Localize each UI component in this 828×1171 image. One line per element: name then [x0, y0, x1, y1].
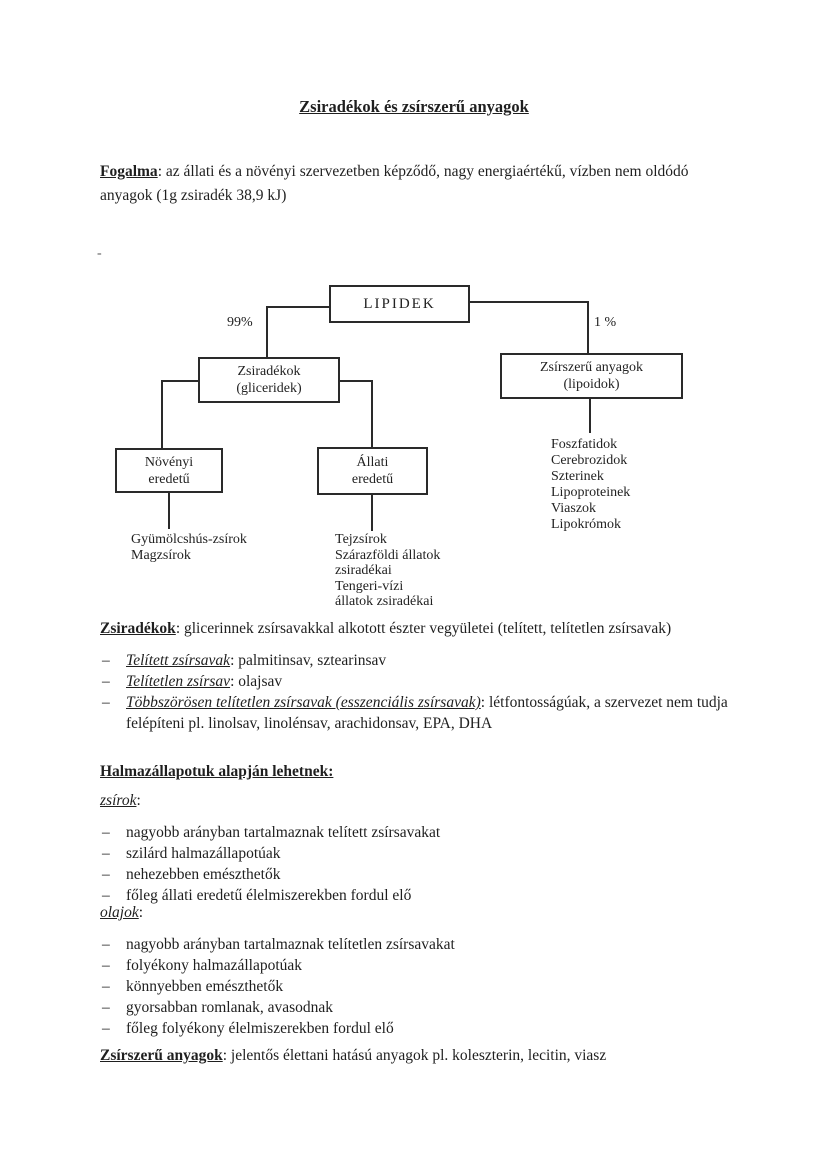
- list-item: zsiradékai: [335, 563, 392, 578]
- zsiradekok-line2: (gliceridek): [236, 381, 302, 396]
- list-item: [100, 885, 732, 906]
- list-item: [100, 650, 732, 671]
- bullet-dash: –: [102, 845, 110, 862]
- allati-line1: Állati: [356, 455, 389, 470]
- flowchart-box-zsirszeru: [500, 353, 683, 399]
- list-item: [100, 955, 732, 976]
- item-text: nagyobb arányban tartalmaznak telített zsírsavakat: [126, 824, 441, 841]
- item-term: Többszörösen telítetlen zsírsavak (esszenciális zsírsavak): [126, 694, 481, 711]
- intro-paragraph: [100, 160, 712, 208]
- item-text: főleg állati eredetű élelmiszerekben fordul elő: [126, 887, 412, 904]
- fatlike-definition: [100, 1045, 750, 1066]
- fats-properties-list: [100, 822, 732, 906]
- list-item: állatok zsiradékai: [335, 594, 434, 609]
- list-item: Lipoproteinek: [551, 485, 631, 500]
- list-item: Viaszok: [551, 501, 597, 516]
- item-text: nehezebben emészthetők: [126, 866, 281, 883]
- list-item: Szterinek: [551, 469, 604, 484]
- bullet-dash: –: [102, 936, 110, 953]
- fatlike-term: Zsírszerű anyagok: [100, 1047, 223, 1064]
- item-text: gyorsabban romlanak, avasodnak: [126, 999, 334, 1016]
- fatlike-definition-text: : jelentős élettani hatású anyagok pl. koleszterin, lecitin, viasz: [222, 1047, 607, 1064]
- connector-line: [266, 306, 329, 308]
- intro-text: : az állati és a növényi szervezetben képződő, nagy energiaértékű, vízben nem oldódó anyagok (1g zsiradék 38,9 kJ): [100, 163, 689, 204]
- list-item: [100, 864, 732, 885]
- zsiradekok-line1: Zsiradékok: [237, 364, 301, 379]
- animal-examples-list: [335, 532, 440, 610]
- connector-line: [371, 380, 373, 447]
- list-item: Gyümölcshús-zsírok: [131, 532, 247, 547]
- state-heading: [100, 760, 333, 784]
- connector-line: [338, 380, 373, 382]
- item-term: Telített zsírsavak: [126, 652, 231, 669]
- connector-line: [589, 399, 591, 433]
- fats-label-term: zsírok: [100, 792, 137, 809]
- list-item: [100, 692, 732, 734]
- list-item: Szárazföldi állatok: [335, 547, 441, 563]
- connector-line: [161, 380, 198, 382]
- oils-properties-list: [100, 934, 732, 1039]
- item-text: : palmitinsav, sztearinsav: [230, 652, 387, 669]
- bullet-dash: –: [102, 694, 110, 711]
- item-text: folyékony halmazállapotúak: [126, 957, 303, 974]
- fats-label: [100, 792, 141, 810]
- bullet-dash: –: [102, 999, 110, 1016]
- connector-line: [470, 301, 589, 303]
- flowchart-box-zsiradekok: [198, 357, 340, 403]
- list-item: [100, 843, 732, 864]
- bullet-dash: –: [102, 957, 110, 974]
- list-item: [100, 997, 732, 1018]
- list-item: [100, 671, 732, 692]
- bullet-dash: –: [102, 673, 110, 690]
- list-item: Tejzsírok: [335, 532, 387, 547]
- bullet-dash: –: [102, 1020, 110, 1037]
- item-text: : létfontosságúak, a szervezet nem tudja felépíteni pl. linolsav, linolénsav, arachidonsav, EPA, DHA: [126, 694, 728, 732]
- list-item: Magzsírok: [131, 548, 191, 563]
- item-text: szilárd halmazállapotúak: [126, 845, 281, 862]
- fats-label-colon: :: [136, 792, 141, 809]
- connector-line: [168, 493, 170, 529]
- list-item: [100, 934, 732, 955]
- page-title-text: Zsiradékok és zsírszerű anyagok: [299, 97, 529, 116]
- plant-examples-list: [131, 532, 247, 564]
- lipid-flowchart: [0, 285, 828, 617]
- novenyi-line1: Növényi: [144, 454, 194, 470]
- list-item: [100, 976, 732, 997]
- fatty-acid-list: [100, 650, 732, 734]
- novenyi-line2: eredetű: [148, 471, 190, 487]
- oils-label: [100, 904, 143, 922]
- flowchart-box-lipidek: [329, 285, 470, 323]
- bullet-dash: –: [102, 824, 110, 841]
- allati-line2: eredetű: [351, 472, 394, 487]
- bullet-dash: –: [102, 652, 110, 669]
- list-item: Foszfatidok: [551, 437, 618, 452]
- flowchart-box-novenyi: [115, 448, 223, 493]
- fats-definition: [100, 618, 750, 639]
- list-item: [100, 822, 732, 843]
- lipidek-label: LIPIDEK: [363, 295, 436, 312]
- list-item: [100, 1018, 732, 1039]
- stray-dash: -: [97, 246, 102, 261]
- item-text: főleg folyékony élelmiszerekben fordul elő: [126, 1020, 394, 1037]
- list-item: Cerebrozidok: [551, 453, 628, 468]
- item-term: Telítetlen zsírsav: [126, 673, 231, 690]
- list-item: Tengeri-vízi: [335, 578, 404, 594]
- oils-label-colon: :: [138, 904, 144, 921]
- bullet-dash: –: [102, 866, 110, 883]
- zsirszeru-line2: (lipoidok): [563, 377, 620, 392]
- oils-label-term: olajok: [100, 904, 139, 921]
- connector-line: [587, 301, 589, 353]
- zsirszeru-line1: Zsírszerű anyagok: [539, 360, 644, 375]
- connector-line: [161, 380, 163, 448]
- connector-line: [371, 495, 373, 531]
- item-text: : olajsav: [230, 673, 283, 690]
- intro-term: Fogalma: [100, 163, 158, 180]
- list-item: Lipokrómok: [551, 517, 621, 532]
- page-title: [0, 97, 828, 117]
- item-text: nagyobb arányban tartalmaznak telítetlen zsírsavakat: [126, 936, 455, 953]
- bullet-dash: –: [102, 978, 110, 995]
- item-text: könnyebben emészthetők: [126, 978, 284, 995]
- bullet-dash: –: [102, 887, 110, 904]
- flowchart-box-allati: [317, 447, 428, 495]
- branch-label-99pct: 99%: [227, 315, 253, 330]
- branch-label-1pct: 1 %: [594, 315, 617, 330]
- fats-term: Zsiradékok: [100, 620, 176, 637]
- connector-line: [266, 306, 268, 357]
- fats-definition-text: : glicerinnek zsírsavakkal alkotott észter vegyületei (telített, telítetlen zsírsavak): [175, 620, 672, 637]
- fatlike-examples-list: [551, 437, 630, 533]
- state-heading-text: Halmazállapotuk alapján lehetnek:: [100, 763, 334, 780]
